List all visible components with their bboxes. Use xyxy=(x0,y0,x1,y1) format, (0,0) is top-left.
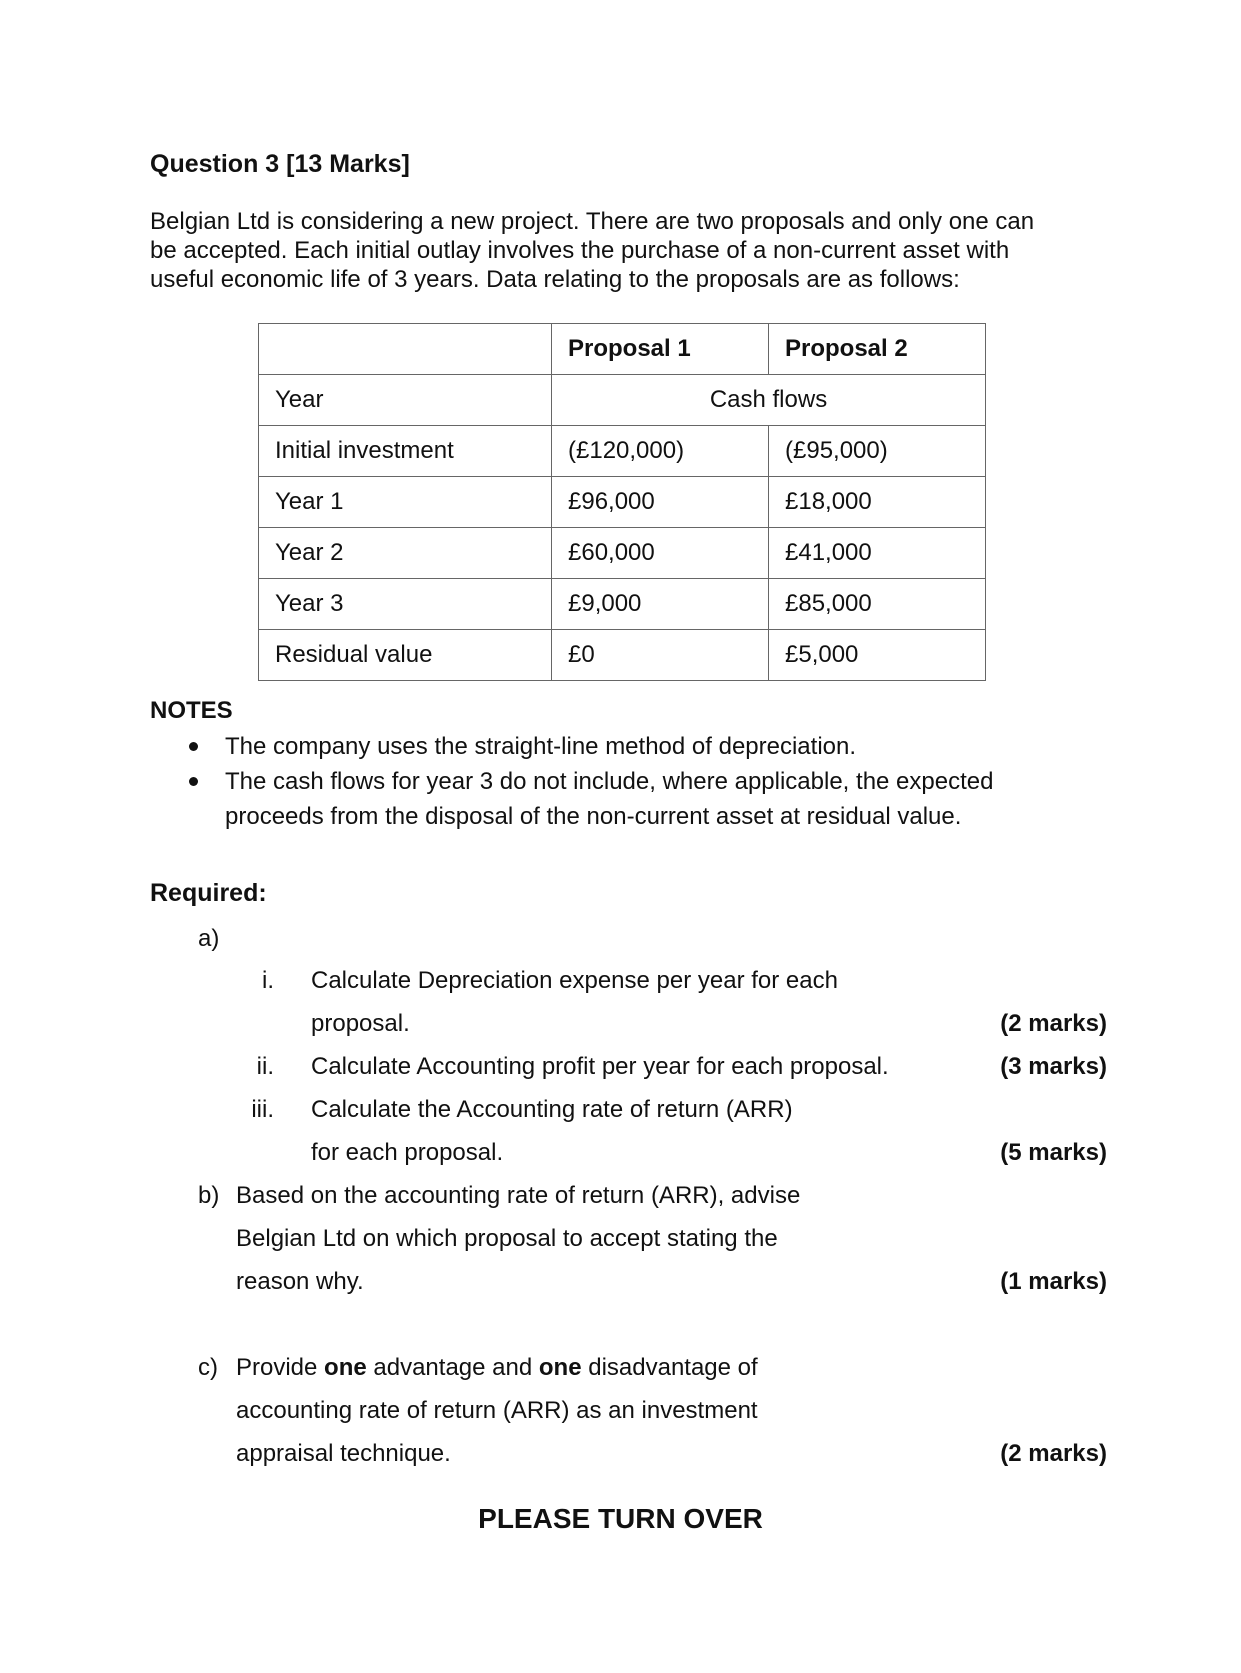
table-header-cell: Proposal 2 xyxy=(769,324,986,375)
table-cell: £18,000 xyxy=(769,477,986,528)
note-item xyxy=(182,764,1082,834)
note-text: proceeds from the disposal of the non-current asset at residual value. xyxy=(225,803,962,830)
marks-label: (3 marks) xyxy=(1000,1053,1107,1080)
item-text: Calculate the Accounting rate of return (ARR) xyxy=(311,1096,793,1123)
table-cell: Year 2 xyxy=(259,528,552,579)
table-cell: Year 1 xyxy=(259,477,552,528)
table-header-cell: Proposal 1 xyxy=(552,324,769,375)
notes-list xyxy=(182,729,1082,834)
bullet-icon xyxy=(189,742,198,751)
proposals-table xyxy=(258,323,986,681)
intro-line: be accepted. Each initial outlay involves the purchase of a non-current asset with xyxy=(150,237,1010,264)
required-title: Required: xyxy=(150,879,267,907)
marks-label: (2 marks) xyxy=(1000,1010,1107,1037)
table-cell: £0 xyxy=(552,630,769,681)
text-run: advantage and xyxy=(366,1354,539,1381)
table-row xyxy=(259,579,986,630)
table-cell: Initial investment xyxy=(259,426,552,477)
table-cell: £5,000 xyxy=(769,630,986,681)
table-cell: Year 3 xyxy=(259,579,552,630)
part-c-text: appraisal technique. xyxy=(236,1440,451,1467)
table-subheader-row xyxy=(259,375,986,426)
note-text: The company uses the straight-line method of depreciation. xyxy=(225,733,857,760)
table-row xyxy=(259,477,986,528)
table-cell: £85,000 xyxy=(769,579,986,630)
bullet-icon xyxy=(189,777,198,786)
table-span-cell: Cash flows xyxy=(552,375,986,426)
item-text: Calculate Accounting profit per year for each proposal. xyxy=(311,1053,889,1080)
part-c-label: c) xyxy=(198,1354,218,1381)
intro-line: Belgian Ltd is considering a new project. There are two proposals and only one can xyxy=(150,208,1035,235)
emphasis-text: one xyxy=(538,1354,582,1381)
table-cell: £96,000 xyxy=(552,477,769,528)
item-text: for each proposal. xyxy=(311,1139,504,1166)
marks-label: (5 marks) xyxy=(1000,1139,1107,1166)
note-item xyxy=(182,729,1082,764)
table-cell: Residual value xyxy=(259,630,552,681)
table-cell: Year xyxy=(259,375,552,426)
table-row xyxy=(259,426,986,477)
text-run: Provide xyxy=(236,1354,325,1381)
part-c-text xyxy=(236,1354,758,1382)
item-number: i. xyxy=(262,967,274,994)
part-b-text: Based on the accounting rate of return (ARR), advise xyxy=(236,1182,801,1209)
item-text: Calculate Depreciation expense per year for each xyxy=(311,967,838,994)
marks-label: (1 marks) xyxy=(1000,1268,1107,1295)
marks-label: (2 marks) xyxy=(1000,1440,1107,1467)
part-b-text: reason why. xyxy=(236,1268,364,1295)
note-text: The cash flows for year 3 do not include, where applicable, the expected xyxy=(225,768,994,795)
notes-title: NOTES xyxy=(150,697,233,724)
table-cell: £9,000 xyxy=(552,579,769,630)
question-heading: Question 3 [13 Marks] xyxy=(150,150,410,178)
table-cell: £41,000 xyxy=(769,528,986,579)
footer-turn-over: PLEASE TURN OVER xyxy=(478,1503,763,1534)
item-text: proposal. xyxy=(311,1010,410,1037)
item-number: ii. xyxy=(256,1053,274,1080)
table-cell: £60,000 xyxy=(552,528,769,579)
intro-line: useful economic life of 3 years. Data relating to the proposals are as follows: xyxy=(150,266,960,293)
table-cell: (£95,000) xyxy=(769,426,986,477)
emphasis-text: one xyxy=(324,1354,367,1381)
part-b-label: b) xyxy=(198,1182,220,1209)
table-header-cell xyxy=(259,324,552,375)
intro-paragraph xyxy=(150,207,1090,294)
part-c-text: accounting rate of return (ARR) as an investment xyxy=(236,1397,758,1424)
table-header-row xyxy=(259,324,986,375)
table-row xyxy=(259,528,986,579)
text-run: disadvantage of xyxy=(581,1354,758,1381)
part-a-label: a) xyxy=(198,925,220,952)
part-b-text: Belgian Ltd on which proposal to accept stating the xyxy=(236,1225,778,1252)
table-row xyxy=(259,630,986,681)
item-number: iii. xyxy=(251,1096,274,1123)
table-cell: (£120,000) xyxy=(552,426,769,477)
